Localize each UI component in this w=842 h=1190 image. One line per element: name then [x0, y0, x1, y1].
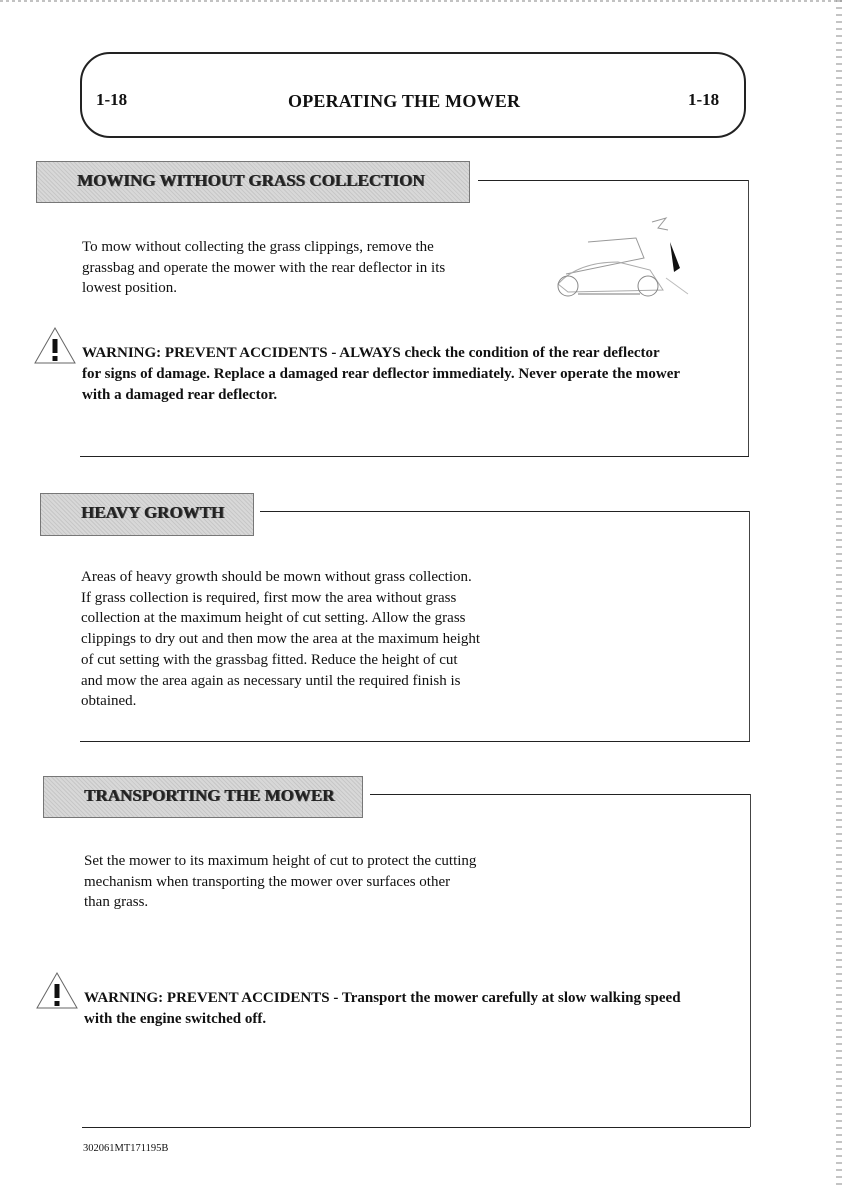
section-rule-right	[749, 511, 750, 741]
page-number-left: 1-18	[96, 90, 128, 109]
section-title-heavy-growth: HEAVY GROWTH	[40, 493, 254, 536]
scan-edge-right	[836, 0, 842, 1190]
section-rule-top	[370, 794, 750, 795]
section-body-transporting: Set the mower to its maximum height of cut to protect the cutting mechanism when transporting the mower over surfaces other than grass.	[84, 853, 477, 911]
section-rule-top	[478, 180, 748, 181]
scan-edge-top	[0, 0, 842, 2]
document-code: 302061MT171195B	[83, 1143, 169, 1154]
section-body-heavy-growth: Areas of heavy growth should be mown without grass collection. If grass collection is required, first mow the area without grass collection at the maximum height of cut setting. Allow the grass clippings to dry out and then mow the area at the maximum height of cut setting with the grassbag fitted. Reduce the height of cut and mow the area again as necessary until the required finish is obtained.	[81, 569, 481, 710]
section-rule-bottom	[80, 741, 750, 742]
warning-text-transport: WARNING: PREVENT ACCIDENTS - Transport the mower carefully at slow walking speed with the engine switched off.	[84, 990, 681, 1027]
warning-text-deflector: WARNING: PREVENT ACCIDENTS - ALWAYS check the condition of the rear deflector for signs of damage. Replace a damaged rear deflector immediately. Never operate the mower with a damaged rear deflector.	[82, 345, 681, 403]
section-rule-bottom	[80, 456, 749, 457]
page-title: OPERATING THE MOWER	[288, 91, 521, 111]
warning-triangle-icon	[34, 970, 80, 1012]
section-title-transporting: TRANSPORTING THE MOWER	[43, 776, 363, 818]
section-body-mowing: To mow without collecting the grass clippings, remove the grassbag and operate the mower with the rear deflector in its lowest position.	[82, 239, 446, 297]
section-title-mowing: MOWING WITHOUT GRASS COLLECTION	[36, 161, 470, 203]
warning-triangle-icon	[32, 325, 78, 367]
section-rule-right	[748, 180, 749, 456]
section-rule-bottom	[82, 1127, 750, 1128]
mower-illustration	[548, 212, 698, 302]
page-number-right: 1-18	[688, 90, 720, 109]
section-rule-top	[260, 511, 749, 512]
section-rule-right	[750, 794, 751, 1127]
